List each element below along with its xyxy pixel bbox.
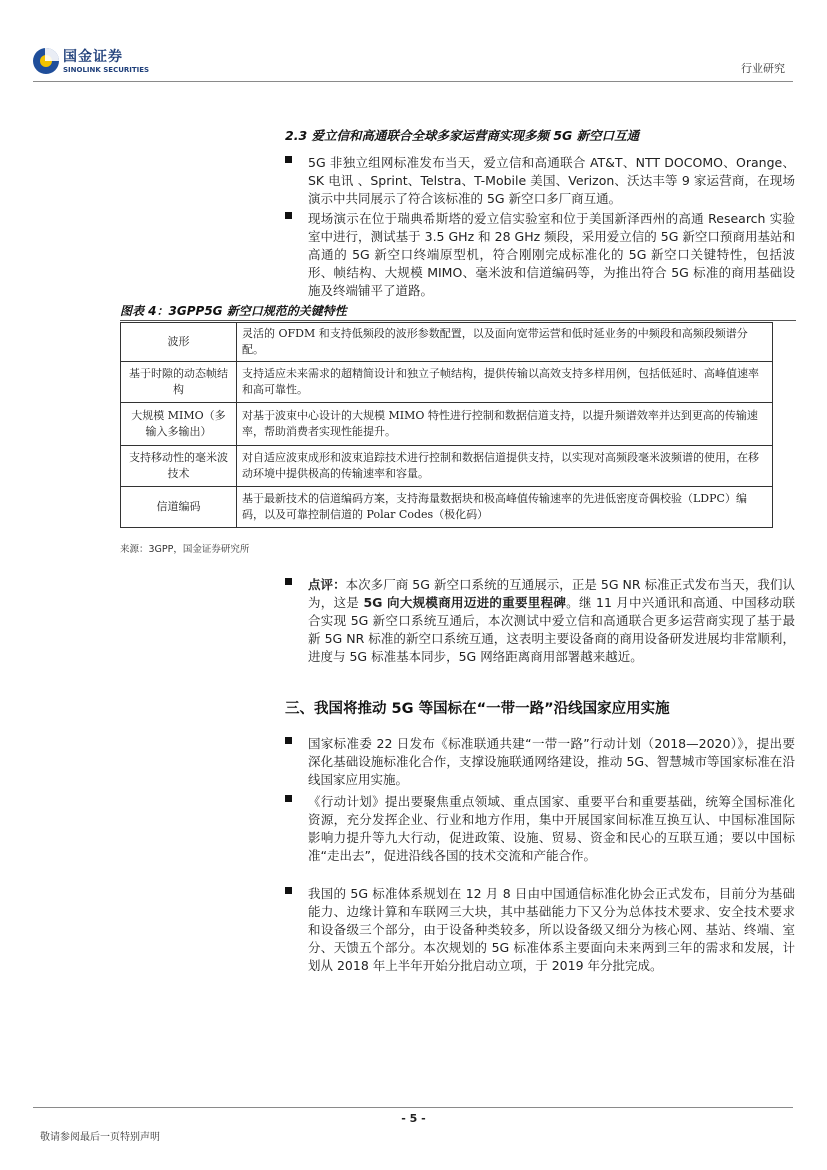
logo-chinese-name: 国金证券 [63, 49, 123, 65]
chapter-title: 三、我国将推动 5G 等国标在“一带一路”沿线国家应用实施 [285, 701, 670, 717]
comment-text [308, 576, 795, 666]
figure-source: 来源：3GPP，国金证券研究所 [120, 544, 250, 555]
list-item [285, 793, 795, 865]
table-row [121, 446, 773, 487]
list-item [285, 735, 795, 789]
figure-title: 图表 4：3GPP5G 新空口规范的关键特性 [120, 304, 347, 318]
spec-table [120, 322, 773, 528]
table-key-cell: 支持移动性的毫米波技术 [121, 446, 237, 487]
bullet-square-icon [285, 795, 292, 802]
table-value-cell: 对自适应波束成形和波束追踪技术进行控制和数据信道提供支持，以实现对高频段毫米波频谱的使用，在移动环境中提供极高的传输速率和容量。 [237, 446, 773, 487]
table-value-cell: 灵活的 OFDM 和支持低频段的波形参数配置，以及面向宽带运营和低时延业务的中频段和高频段频谱分配。 [237, 323, 773, 362]
page-header [0, 0, 827, 85]
table-key-cell: 波形 [121, 323, 237, 362]
table-value-cell: 支持适应未来需求的超精简设计和独立子帧结构，提供传输以高效支持多样用例，包括低延时、高峰值速率和高可靠性。 [237, 362, 773, 403]
table-key-cell: 信道编码 [121, 487, 237, 528]
table-value-cell: 对基于波束中心设计的大规模 MIMO 特性进行控制和数据信道支持，以提升频谱效率并达到更高的传输速率，帮助消费者实现性能提升。 [237, 403, 773, 446]
paragraph-text: 《行动计划》提出要聚焦重点领域、重点国家、重要平台和重要基础，统筹全国标准化资源，充分发挥企业、行业和地方作用，集中开展国家间标准互换互认、中国标准国际影响力提升等九大行动，促进政策、设施、贸易、资金和民心的互联互通；要以中国标准“走出去”，促进沿线各国的技术交流和产能合作。 [308, 794, 795, 863]
comment-body: 本次多厂商 5G 新空口系统的互通展示，正是 5G NR 标准正式发布当天，我们认为，这是 [308, 577, 795, 610]
report-category: 行业研究 [741, 62, 785, 75]
table-value-cell: 基于最新技术的信道编码方案，支持海量数据块和极高峰值传输速率的先进低密度奇偶校验（LDPC）编码，以及可靠控制信道的 Polar Codes（极化码） [237, 487, 773, 528]
table-key-cell: 基于时隙的动态帧结构 [121, 362, 237, 403]
company-logo [33, 46, 158, 78]
comment-rest: 。继 11 月中兴通讯和高通、中国移动联合实现 5G 新空口系统互通后，本次测试中爱立信和高通联合更多运营商实现了基于最新 5G NR 标准的新空口系统互通，这表明主要设备商的商用设备研发进展均非常顺利，进度与 5G 标准基本同步，5G 网络距离商用部署越来越近。 [308, 595, 796, 664]
table-key-cell: 大规模 MIMO（多输入多输出） [121, 403, 237, 446]
comment-label: 点评： [308, 577, 346, 592]
comment-item [285, 576, 795, 666]
paragraph-text: 5G 非独立组网标准发布当天，爱立信和高通联合 AT&T、NTT DOCOMO、Orange、SK 电讯 、Sprint、Telstra、T-Mobile 美国、Verizon、沃达丰等 9 家运营商，在现场演示中共同展示了符合该标准的 5G 新空口多厂商互通。 [308, 155, 795, 206]
table-row [121, 323, 773, 362]
table-row [121, 487, 773, 528]
section-title: 2.3 爱立信和高通联合全球多家运营商实现多频 5G 新空口互通 [285, 128, 640, 143]
disclaimer-note: 敬请参阅最后一页特别声明 [40, 1132, 160, 1143]
figure-title-rule [120, 320, 796, 321]
paragraph-text: 我国的 5G 标准体系规划在 12 月 8 日由中国通信标准化协会正式发布，目前分为基础能力、边缘计算和车联网三大块，其中基础能力下又分为总体技术要求、安全技术要求和设备级三个部分，由于设备种类较多，所以设备级又细分为核心网、基站、终端、室分、天馈五个部分。本次规划的 5G 标准体系主要面向未来两到三年的需求和发展，计划从 2018 年上半年开始分批启动立项，于 2019 年分批完成。 [308, 886, 795, 973]
list-item [285, 885, 795, 975]
bullet-square-icon [285, 887, 292, 894]
list-item [285, 210, 795, 300]
paragraph-text: 现场演示在位于瑞典希斯塔的爱立信实验室和位于美国新泽西州的高通 Research 实验室中进行，测试基于 3.5 GHz 和 28 GHz 频段，采用爱立信的 5G 新空口预商用基站和高通的 5G 新空口终端原型机，符合刚刚完成标准化的 5G 新空口关键特性，包括波形、帧结构、大规模 MIMO、毫米波和信道编码等，为推出符合 5G 标准的商用基础设施及终端铺平了道路。 [308, 211, 795, 298]
table-row [121, 362, 773, 403]
list-item [285, 154, 795, 208]
footer-divider [33, 1107, 793, 1108]
bullet-square-icon [285, 578, 292, 585]
bullet-square-icon [285, 212, 292, 219]
logo-english-name: SINOLINK SECURITIES [63, 66, 150, 74]
logo-mark-icon [33, 48, 59, 74]
page-number: - 5 - [401, 1112, 426, 1125]
bullet-square-icon [285, 737, 292, 744]
table-row [121, 403, 773, 446]
comment-highlight: 5G 向大规模商用迈进的重要里程碑 [363, 595, 567, 610]
header-divider [33, 81, 793, 82]
bullet-square-icon [285, 156, 292, 163]
paragraph-text: 国家标准委 22 日发布《标准联通共建“一带一路”行动计划（2018—2020）》，提出要深化基础设施标准化合作，支撑设施联通网络建设，推动 5G、智慧城市等国家标准在沿线国家应用实施。 [308, 736, 795, 787]
